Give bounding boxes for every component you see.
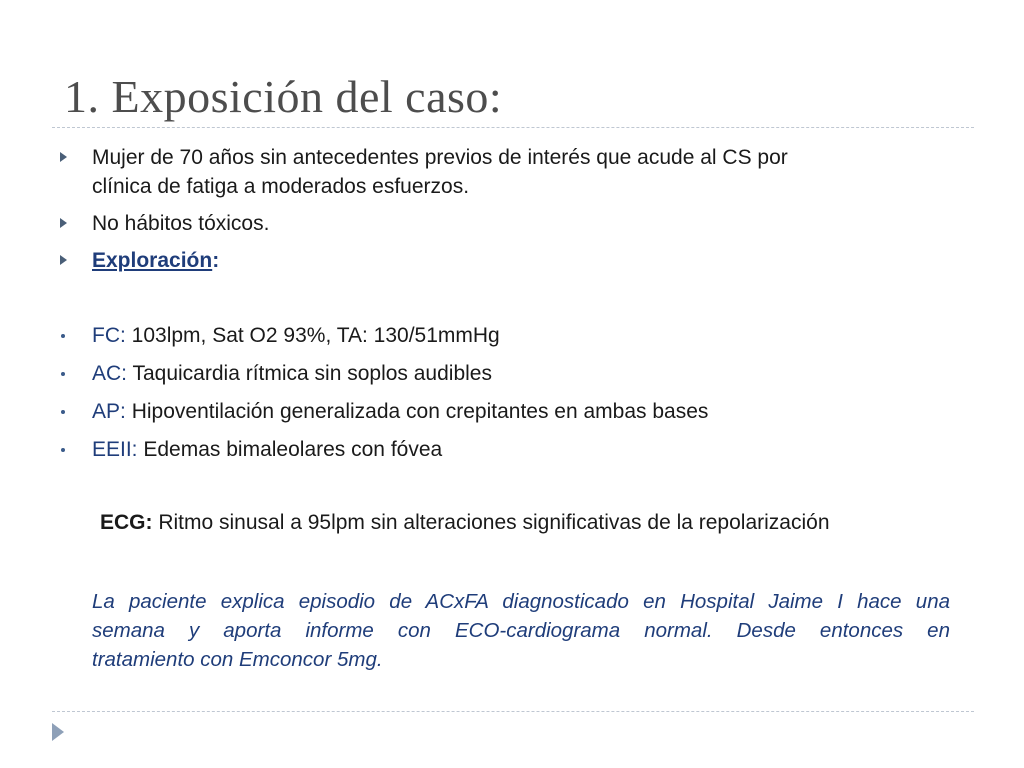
- note-line: La paciente explica episodio de ACxFA diagnosticado en Hospital Jaime I hace una: [92, 590, 950, 613]
- dot-icon: [61, 448, 65, 452]
- bullet-text: clínica de fatiga a moderados esfuerzos.: [92, 175, 470, 198]
- bullet-text: Mujer de 70 años sin antecedentes previos de interés que acude al CS por: [92, 146, 788, 169]
- note-line: tratamiento con Emconcor 5mg.: [92, 648, 383, 671]
- bullet-text: No hábitos tóxicos.: [92, 212, 270, 235]
- dot-icon: [61, 372, 65, 376]
- ecg-label: ECG:: [100, 511, 153, 534]
- footer-divider: [52, 711, 974, 712]
- ecg-text: Ritmo sinusal a 95lpm sin alteraciones significativas de la repolarización: [152, 511, 830, 534]
- note-line: semana y aporta informe con ECO-cardiograma normal. Desde entonces en: [92, 619, 950, 642]
- history-note: [92, 587, 950, 674]
- exploration-label: AC:: [92, 362, 128, 385]
- next-slide-icon[interactable]: [52, 723, 64, 741]
- triangle-right-icon: [60, 218, 67, 228]
- dot-icon: [61, 410, 65, 414]
- slide-title: 1. Exposición del caso:: [64, 71, 503, 122]
- exploration-label: AP:: [92, 400, 126, 423]
- exploration-value: Edemas bimaleolares con fóvea: [137, 438, 443, 461]
- exploration-value: 103lpm, Sat O2 93%, TA: 130/51mmHg: [125, 324, 500, 347]
- exploration-value: Taquicardia rítmica sin soplos audibles: [127, 362, 492, 385]
- exploracion-link[interactable]: Exploración: [92, 249, 213, 272]
- triangle-right-icon: [60, 152, 67, 162]
- exploration-value: Hipoventilación generalizada con crepitantes en ambas bases: [125, 400, 709, 423]
- ecg-finding: [100, 511, 830, 535]
- triangle-right-icon: [60, 255, 67, 265]
- exploration-label: FC:: [92, 324, 126, 347]
- exploration-heading: Exploración:: [92, 249, 220, 272]
- dot-icon: [61, 334, 65, 338]
- exploration-label: EEII:: [92, 438, 138, 461]
- title-divider: [52, 127, 974, 128]
